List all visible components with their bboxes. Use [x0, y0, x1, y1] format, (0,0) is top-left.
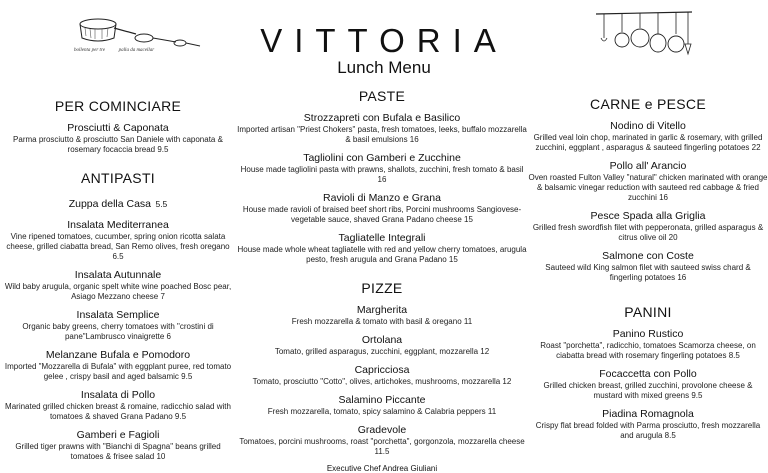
item-description: House made ravioli of braised beef short ribs, Porcini mushrooms Sangiovese-vegetable sauce, shaved Grana Padano cheese 15 [242, 205, 522, 224]
item-description: Marinated grilled chicken breast & romaine, radicchio salad with tomatoes & shaved Grana Padano 9.5 [5, 402, 231, 421]
item-description: Sauteed wild King salmon filet with sauteed swiss chard & fingerling potatoes 16 [545, 263, 751, 282]
illustration-caption: bollenta per tre palla da macellar [74, 48, 155, 53]
item-description: Grilled tiger prawns with "Bianchi di Spagna" beans grilled tomatoes & frisee salad 10 [15, 442, 221, 461]
section-title: ANTIPASTI [80, 170, 155, 186]
item-name: Gradevole [357, 424, 407, 436]
hanging-utensils-illustration [594, 8, 694, 66]
item-description: House made tagliolini pasta with prawns, shallots, zucchini, fresh tomato & basil 16 [240, 165, 524, 184]
menu-item [528, 120, 768, 153]
restaurant-name: VITTORIA [260, 22, 508, 59]
menu-item [0, 219, 236, 262]
menu-item [0, 349, 236, 382]
menu-item [528, 368, 768, 401]
item-description: Tomato, grilled asparagus, zucchini, eggplant, mozzarella 12 [274, 347, 490, 356]
item-name: Ravioli di Manzo e Grana [323, 192, 441, 204]
item-description: Organic baby greens, cherry tomatoes with "crostini di pane"Lambrusco vinaigrette 6 [22, 322, 214, 341]
menu-item [0, 429, 236, 462]
item-name: Gamberi e Fagioli [76, 429, 160, 441]
middle-column [236, 88, 528, 473]
section-title: PIZZE [361, 280, 403, 296]
item-description: Grilled chicken breast, grilled zucchini, provolone cheese & mustard with mixed greens 9.5 [543, 381, 753, 400]
item-name: Tagliolini con Gamberi e Zucchine [303, 152, 461, 164]
menu-item [236, 304, 528, 327]
menu-item [0, 122, 236, 155]
item-name: Strozzapreti con Bufala e Basilico [303, 112, 461, 124]
menu-item [236, 152, 528, 185]
menu-item [236, 394, 528, 417]
item-description: Fresh mozzarella & tomato with basil & oregano 11 [291, 317, 473, 326]
section-title: CARNE e PESCE [590, 96, 706, 112]
item-price: 5.5 [155, 199, 168, 209]
menu-item [236, 334, 528, 357]
menu-item [528, 328, 768, 361]
item-description: Imported "Mozzarella di Bufala" with eggplant puree, red tomato gelee , crispy basil and aged balsamic 9.5 [4, 362, 232, 381]
item-name: Insalata Mediterranea [67, 219, 169, 231]
menu-title: Lunch Menu [337, 58, 431, 77]
section-title: PANINI [624, 304, 672, 320]
item-name: Capricciosa [354, 364, 410, 376]
item-name: Prosciutti & Caponata [67, 122, 169, 134]
menu-item [528, 408, 768, 441]
item-description: Imported artisan "Priest Chokers" pasta, fresh tomatoes, leeks, buffalo mozzarella & basil emulsions 16 [237, 125, 527, 144]
item-name: Nodino di Vitello [610, 120, 686, 132]
menu-item [0, 269, 236, 302]
menu-item [0, 309, 236, 342]
menu-item [0, 194, 236, 212]
item-description: Oven roasted Fulton Valley "natural" chicken marinated with orange & balsamic vinegar reduction with sauteed red cabbage & fried zucchini 16 [528, 173, 768, 202]
right-column [528, 96, 768, 448]
item-name: Pollo all' Arancio [609, 160, 687, 172]
item-name: Panino Rustico [612, 328, 684, 340]
menu-item [236, 364, 528, 387]
menu-item [528, 160, 768, 203]
menu-item [528, 210, 768, 243]
menu-item [236, 232, 528, 265]
item-description: Grilled veal loin chop, marinated in garlic & rosemary, with grilled zucchini, eggplant , asparagus & sauteed fingerling potatoes 22 [533, 133, 763, 152]
item-description: Crispy flat bread folded with Parma prosciutto, fresh mozzarella and arugula 8.5 [535, 421, 761, 440]
item-name: Melanzane Bufala e Pomodoro [45, 349, 191, 361]
section-title: PASTE [358, 88, 406, 104]
item-description: Grilled fresh swordfish filet with pepperonata, grilled asparagus & citrus olive oil 20 [532, 223, 764, 242]
menu-item [528, 250, 768, 283]
chef-credit: Executive Chef Andrea Giuliani [326, 464, 438, 473]
item-name: Piadina Romagnola [602, 408, 694, 420]
item-name: Insalata di Pollo [80, 389, 156, 401]
item-description: Roast "porchetta", radicchio, tomatoes Scamorza cheese, on ciabatta bread with rosemary fingerling potatoes 8.5 [540, 341, 756, 360]
left-column [0, 98, 236, 469]
item-name: Focaccetta con Pollo [599, 368, 697, 380]
menu-item [236, 424, 528, 457]
item-name: Tagliatelle Integrali [338, 232, 426, 244]
item-description: House made whole wheat tagliatelle with red and yellow cherry tomatoes, arugula pesto, fresh arugula and Grana Padano 15 [237, 245, 527, 264]
section-title: PER COMINCIARE [54, 98, 182, 114]
item-description: Parma prosciutto & prosciutto San Daniele with caponata & rosemary focaccia bread 9.5 [13, 135, 223, 154]
item-description: Fresh mozzarella, tomato, spicy salamino & Calabria peppers 11 [267, 407, 497, 416]
item-name: Insalata Semplice [76, 309, 160, 321]
item-name: Margherita [356, 304, 408, 316]
item-description: Vine ripened tomatoes, cucumber, spring onion ricotta salata cheese, grilled ciabatta bread, San Remo olives, fresh oregano 6.5 [6, 232, 230, 261]
item-name: Pesce Spada alla Griglia [590, 210, 706, 222]
item-description: Tomato, prosciutto "Cotto", olives, artichokes, mushrooms, mozzarella 12 [252, 377, 512, 386]
item-description: Wild baby arugula, organic spelt white wine poached Bosc pear, Asiago Mezzano cheese 7 [4, 282, 232, 301]
item-name: Salmone con Coste [602, 250, 694, 262]
menu-item [236, 192, 528, 225]
item-name: Insalata Autunnale [74, 269, 162, 281]
menu-item [0, 389, 236, 422]
item-name: Zuppa della Casa [68, 198, 152, 210]
menu-item [236, 112, 528, 145]
item-name: Ortolana [361, 334, 403, 346]
item-description: Tomatoes, porcini mushrooms, roast "porchetta", gorgonzola, mozzarella cheese 11.5 [239, 437, 525, 456]
item-name: Salamino Piccante [338, 394, 426, 406]
